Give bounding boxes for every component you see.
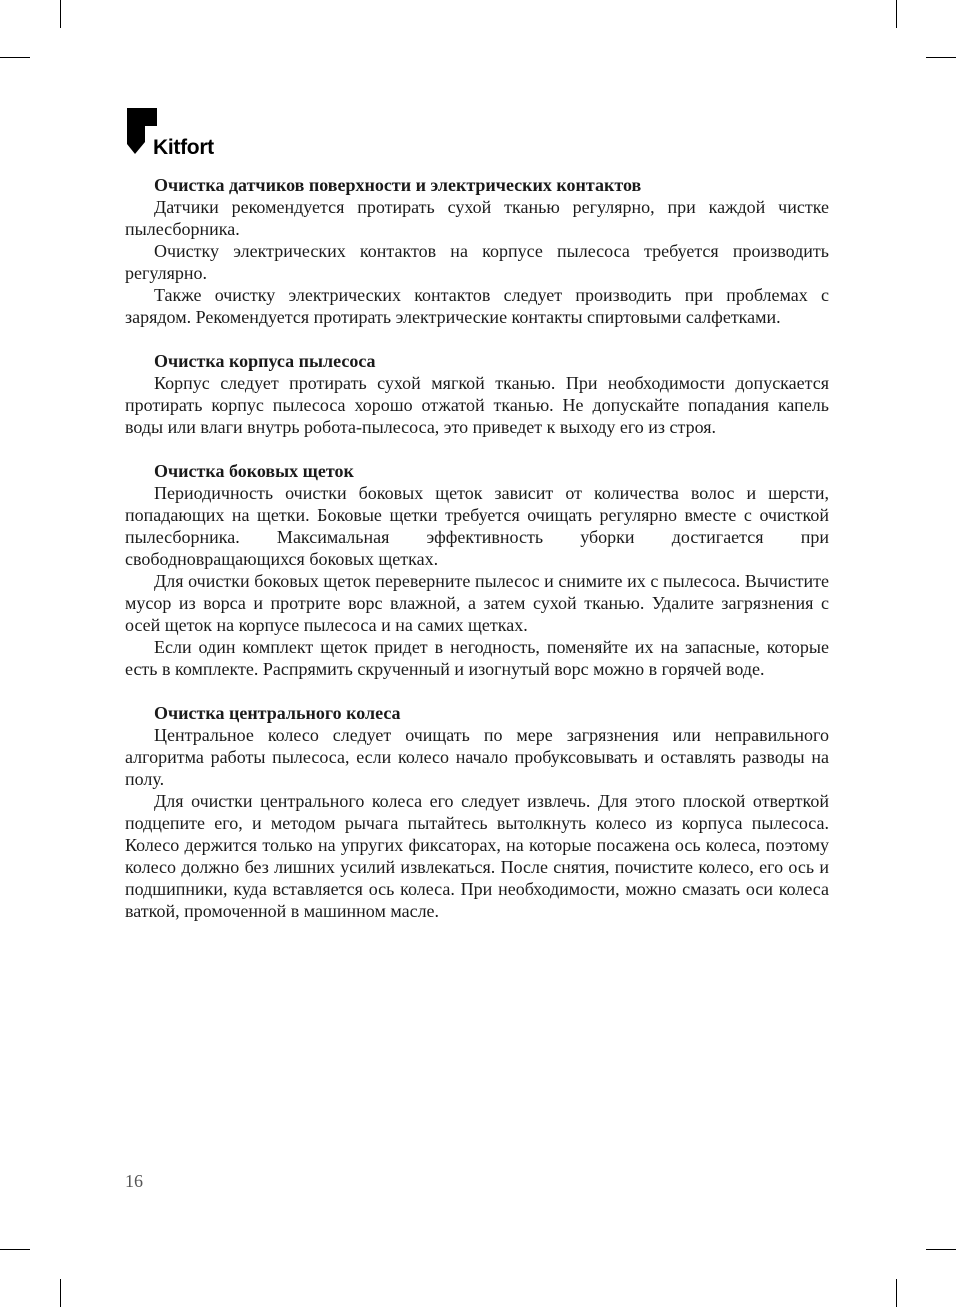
section-heading: Очистка центрального колеса [154, 703, 401, 723]
brand-logo [125, 108, 245, 160]
document-body [125, 174, 829, 944]
crop-mark-top-left-h [0, 57, 30, 58]
section-heading: Очистка датчиков поверхности и электрических контактов [154, 175, 642, 195]
crop-mark-bottom-left-h [0, 1249, 30, 1250]
paragraph: Корпус следует протирать сухой мягкой тканью. При необходимости допускается протирать корпус пылесоса хорошо отжатой тканью. Не допускайте попадания капель воды или влаги внутрь робота-пылесоса, это приведет к выходу его из строя. [125, 373, 829, 437]
brand-name: Kitfort [153, 136, 214, 159]
section-sensors [125, 174, 829, 328]
section-heading: Очистка корпуса пылесоса [154, 351, 376, 371]
crop-mark-top-right-h [926, 57, 956, 58]
paragraph: Для очистки центрального колеса его следует извлечь. Для этого плоской отверткой подцепите его, и методом рычага пытайтесь вытолкнуть колесо из корпуса пылесоса. Колесо держится только на упругих фиксаторах, на которые посажена ось колеса, поэтому колесо должно без лишних усилий извлекаться. После снятия, почистите колесо, его ось и подшипники, куда вставляется ось колеса. При необходимости, можно смазать оси колеса ваткой, промоченной в машинном масле. [125, 791, 829, 921]
paragraph: Для очистки боковых щеток переверните пылесос и снимите их с пылесоса. Вычистите мусор из ворса и протрите ворс влажной, а затем сухой тканью. Удалите загрязнения с осей щеток на корпусе пылесоса и на самих щетках. [125, 571, 829, 635]
paragraph: Периодичность очистки боковых щеток зависит от количества волос и шерсти, попадающих на щетки. Боковые щетки требуется очищать регулярно вместе с очисткой пылесборника. Максимальная эффективность уборки достигается при свободновращающихся боковых щетках. [125, 483, 829, 569]
paragraph: Также очистку электрических контактов следует производить при проблемах с зарядом. Рекомендуется протирать электрические контакты спиртовыми салфетками. [125, 285, 829, 327]
crop-mark-top-left [60, 0, 61, 28]
paragraph: Очистку электрических контактов на корпусе пылесоса требуется производить регулярно. [125, 241, 829, 283]
crop-mark-bottom-right-h [926, 1249, 956, 1250]
page-number: 16 [125, 1171, 143, 1191]
paragraph: Датчики рекомендуется протирать сухой тканью регулярно, при каждой чистке пылесборника. [125, 197, 829, 239]
crop-mark-top-right [896, 0, 897, 28]
paragraph: Если один комплект щеток придет в негодность, поменяйте их на запасные, которые есть в комплекте. Распрямить скрученный и изогнутый ворс можно в горячей воде. [125, 637, 829, 679]
paragraph: Центральное колесо следует очищать по мере загрязнения или неправильного алгоритма работы пылесоса, если колесо начало пробуксовывать и оставлять разводы на полу. [125, 725, 829, 789]
section-heading: Очистка боковых щеток [154, 461, 354, 481]
section-body-cleaning [125, 350, 829, 438]
crop-mark-bottom-left [60, 1279, 61, 1307]
section-side-brushes [125, 460, 829, 680]
crop-mark-bottom-right [896, 1279, 897, 1307]
section-central-wheel [125, 702, 829, 922]
